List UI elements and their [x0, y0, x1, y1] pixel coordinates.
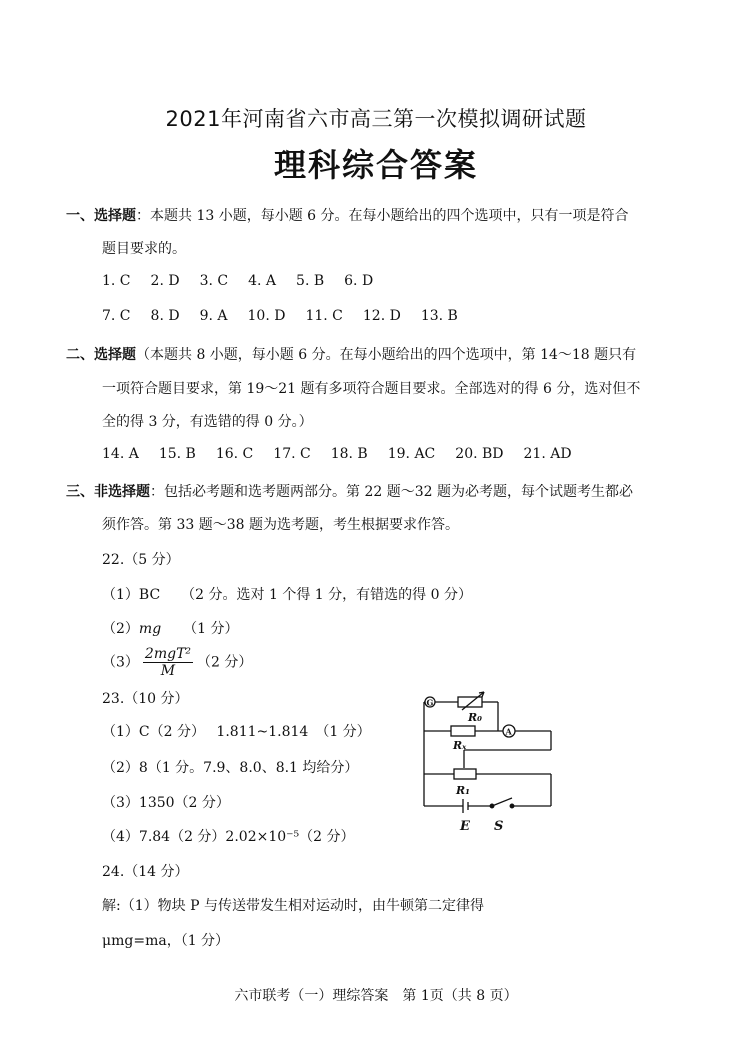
- answer-item: 9. A: [199, 308, 228, 324]
- section2-text1: （本题共 8 小题，每小题 6 分。在每小题给出的四个选项中，第 14～18 题只有: [136, 347, 637, 363]
- battery-label: E: [460, 819, 470, 833]
- galvanometer-label: G: [426, 697, 434, 708]
- circuit-diagram: [418, 688, 558, 833]
- q22-head: 22.（5 分）: [102, 552, 180, 568]
- answer-row-2: [102, 308, 478, 324]
- page-subtitle: 理科综合答案: [273, 146, 478, 184]
- q22-a2-prefix: （2）: [102, 621, 139, 637]
- answer-item: 16. C: [215, 446, 254, 462]
- q22-fraction: [143, 646, 193, 679]
- answer-item: 10. D: [247, 308, 286, 324]
- rx-label: Rₓ: [453, 739, 467, 752]
- answer-item: 17. C: [273, 446, 311, 462]
- r1-label: R₁: [456, 784, 470, 797]
- q22-a2-score: （1 分）: [183, 621, 239, 637]
- q22-answer-2: [102, 618, 239, 638]
- section3-label: 三、非选择题: [66, 484, 150, 500]
- answer-item: 21. AD: [523, 446, 572, 462]
- r1-resistor: [454, 769, 476, 779]
- page-title: 2021年河南省六市高三第一次模拟调研试题: [165, 107, 587, 131]
- answer-item: 8. D: [150, 308, 180, 324]
- section2-line1: [66, 344, 636, 364]
- answer-item: 18. B: [330, 446, 368, 462]
- q22-a3-prefix: （3）: [102, 654, 139, 671]
- answer-item: 20. BD: [455, 446, 504, 462]
- answer-item: 11. C: [305, 308, 343, 324]
- section2-text3: 全的得 3 分，有选错的得 0 分。）: [102, 414, 313, 430]
- section3-text2: 须作答。第 33 题～38 题为选考题，考生根据要求作答。: [102, 517, 459, 533]
- answer-item: 1. C: [102, 273, 131, 289]
- answer-item: 2. D: [150, 273, 180, 289]
- q22-a2-expr: mg: [138, 621, 162, 637]
- q23-answer-3: （3）1350（2 分）: [102, 795, 230, 811]
- answer-row-1: [102, 273, 393, 289]
- q24-line-2: μmg=ma，（1 分）: [102, 933, 230, 949]
- answer-item: 14. A: [102, 446, 139, 462]
- answer-row-3: [102, 446, 592, 462]
- rx-resistor: [451, 726, 475, 736]
- answer-item: 4. A: [248, 273, 277, 289]
- r0-label: R₀: [468, 711, 482, 724]
- ammeter-label: A: [505, 726, 512, 737]
- q23-answer-2: （2）8（1 分。7.9、8.0、8.1 均给分）: [102, 760, 359, 776]
- q23-answer-4: （4）7.84（2 分）2.02×10⁻⁵（2 分）: [102, 829, 355, 845]
- section1-text1: ：本题共 13 小题，每小题 6 分。在每小题给出的四个选项中，只有一项是符合: [136, 208, 629, 224]
- answer-item: 13. B: [420, 308, 458, 324]
- q23-answer-1: （1）C（2 分） 1.811~1.814 （1 分）: [102, 724, 371, 740]
- switch-label: S: [494, 819, 504, 833]
- section2-text2: 一项符合题目要求，第 19～21 题有多项符合题目要求。全部选对的得 6 分，选对但不: [102, 381, 641, 397]
- answer-item: 6. D: [344, 273, 374, 289]
- switch-lever: [492, 798, 512, 806]
- section2-label: 二、选择题: [66, 347, 136, 363]
- answer-item: 19. AC: [387, 446, 436, 462]
- fraction-numerator: 2mgT²: [144, 646, 192, 662]
- section1-line1: [66, 205, 629, 225]
- answer-item: 7. C: [102, 308, 131, 324]
- q24-head: 24.（14 分）: [102, 864, 189, 880]
- q22-answer-1: （1）BC （2 分。选对 1 个得 1 分，有错选的得 0 分）: [102, 587, 472, 603]
- r0-resistor: [458, 697, 482, 707]
- answer-item: 12. D: [362, 308, 401, 324]
- section1-text2: 题目要求的。: [102, 241, 186, 257]
- q22-answer-3: [102, 646, 252, 679]
- section3-text1: ：包括必考题和选考题两部分。第 22 题～32 题为必考题，每个试题考生都必: [150, 484, 633, 500]
- page-footer: 六市联考（一）理综答案 第 1页（共 8 页）: [234, 988, 518, 1004]
- answer-item: 3. C: [199, 273, 229, 289]
- q23-head: 23.（10 分）: [102, 691, 189, 707]
- section1-label: 一、选择题: [66, 208, 136, 224]
- fraction-denominator: M: [160, 663, 176, 679]
- section3-line1: [66, 481, 633, 501]
- q24-line-1: 解:（1）物块 P 与传送带发生相对运动时，由牛顿第二定律得: [102, 898, 484, 914]
- answer-item: 5. B: [296, 273, 325, 289]
- q22-a3-score: （2 分）: [197, 654, 253, 671]
- answer-item: 15. B: [158, 446, 196, 462]
